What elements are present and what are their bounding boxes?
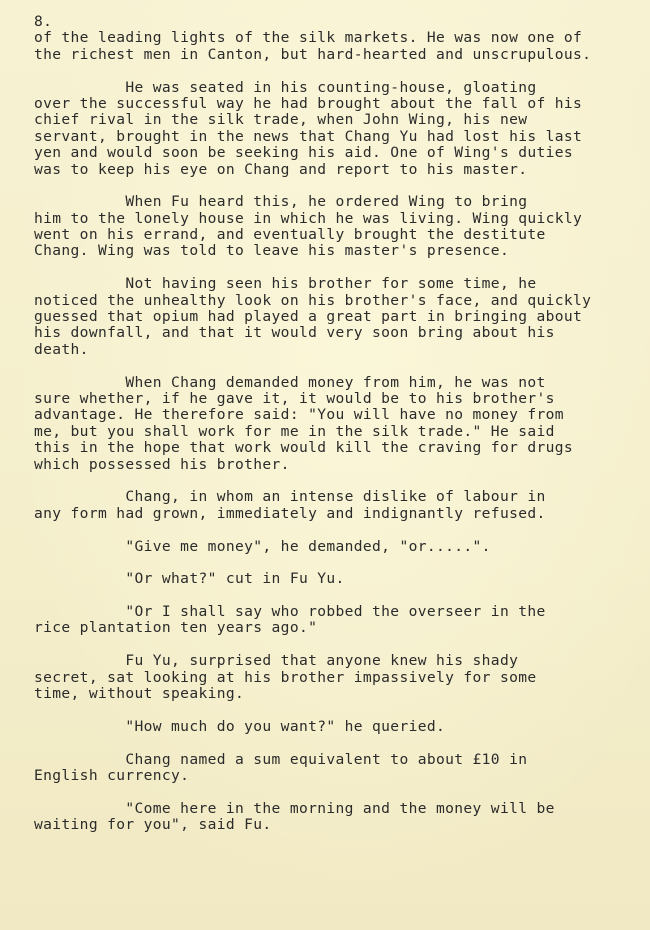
paragraph bbox=[34, 194, 630, 260]
text-line: Chang named a sum equivalent to about £10 in bbox=[34, 750, 528, 768]
text-line: guessed that opium had played a great part in bringing about bbox=[34, 308, 583, 326]
text-line: "How much do you want?" he queried. bbox=[34, 717, 446, 735]
paragraph bbox=[34, 719, 630, 735]
paragraph-gap bbox=[34, 784, 630, 800]
text-line: Chang. Wing was told to leave his master's presence. bbox=[34, 242, 510, 260]
text-line: this in the hope that work would kill the craving for drugs bbox=[34, 439, 574, 457]
text-line: "Come here in the morning and the money will be bbox=[34, 799, 555, 817]
text-line: "Or what?" cut in Fu Yu. bbox=[34, 570, 345, 588]
text-line: He was seated in his counting-house, gloating bbox=[34, 78, 537, 96]
paragraph-gap bbox=[34, 588, 630, 604]
paragraph-gap bbox=[34, 63, 630, 79]
paragraph bbox=[34, 571, 630, 587]
text-line: English currency. bbox=[34, 766, 190, 784]
paragraph bbox=[34, 539, 630, 555]
paragraph bbox=[34, 375, 630, 473]
text-line: was to keep his eye on Chang and report to his master. bbox=[34, 160, 528, 178]
paragraph-gap bbox=[34, 473, 630, 489]
text-line: him to the lonely house in which he was living. Wing quickly bbox=[34, 209, 583, 227]
text-line: time, without speaking. bbox=[34, 685, 245, 703]
text-line: which possessed his brother. bbox=[34, 455, 290, 473]
paragraph bbox=[34, 80, 630, 178]
paragraph-gap bbox=[34, 637, 630, 653]
text-line: of the leading lights of the silk markets. He was now one of bbox=[34, 29, 583, 47]
text-line: me, but you shall work for me in the silk trade." He said bbox=[34, 422, 555, 440]
paragraph bbox=[34, 752, 630, 785]
text-line: the richest men in Canton, but hard-hearted and unscrupulous. bbox=[34, 45, 592, 63]
paragraph-gap bbox=[34, 358, 630, 374]
text-line: went on his errand, and eventually brought the destitute bbox=[34, 226, 546, 244]
paragraph bbox=[34, 30, 630, 63]
text-line: secret, sat looking at his brother impassively for some bbox=[34, 668, 537, 686]
text-line: waiting for you", said Fu. bbox=[34, 816, 272, 834]
page-body bbox=[34, 14, 630, 834]
paragraph bbox=[34, 653, 630, 702]
paragraph-gap bbox=[34, 178, 630, 194]
text-line: When Chang demanded money from him, he was not bbox=[34, 373, 546, 391]
text-line: rice plantation ten years ago." bbox=[34, 619, 318, 637]
paragraph bbox=[34, 489, 630, 522]
paragraph bbox=[34, 604, 630, 637]
text-line: Not having seen his brother for some time, he bbox=[34, 275, 537, 293]
text-line: his downfall, and that it would very soon bring about his bbox=[34, 324, 555, 342]
text-line: any form had grown, immediately and indignantly refused. bbox=[34, 504, 546, 522]
text-line: servant, brought in the news that Chang Yu had lost his last bbox=[34, 127, 583, 145]
paragraph-gap bbox=[34, 555, 630, 571]
text-line: Chang, in whom an intense dislike of labour in bbox=[34, 488, 546, 506]
page-number: 8. bbox=[34, 13, 53, 30]
paragraph-gap bbox=[34, 522, 630, 538]
paragraph bbox=[34, 801, 630, 834]
paragraph bbox=[34, 276, 630, 358]
text-line: sure whether, if he gave it, it would be to his brother's bbox=[34, 389, 555, 407]
text-line: chief rival in the silk trade, when John Wing, his new bbox=[34, 111, 528, 129]
paragraph-gap bbox=[34, 260, 630, 276]
text-line: yen and would soon be seeking his aid. One of Wing's duties bbox=[34, 144, 574, 162]
paragraph-gap bbox=[34, 735, 630, 751]
text-line: noticed the unhealthy look on his brother's face, and quickly bbox=[34, 291, 592, 309]
text-line: Fu Yu, surprised that anyone knew his shady bbox=[34, 652, 519, 670]
text-line: "Or I shall say who robbed the overseer in the bbox=[34, 603, 546, 621]
text-line: over the successful way he had brought about the fall of his bbox=[34, 94, 583, 112]
text-line: advantage. He therefore said: "You will have no money from bbox=[34, 406, 564, 424]
text-line: death. bbox=[34, 340, 89, 358]
text-line: When Fu heard this, he ordered Wing to bring bbox=[34, 193, 528, 211]
text-line: "Give me money", he demanded, "or.....". bbox=[34, 537, 491, 555]
paragraph-gap bbox=[34, 702, 630, 718]
